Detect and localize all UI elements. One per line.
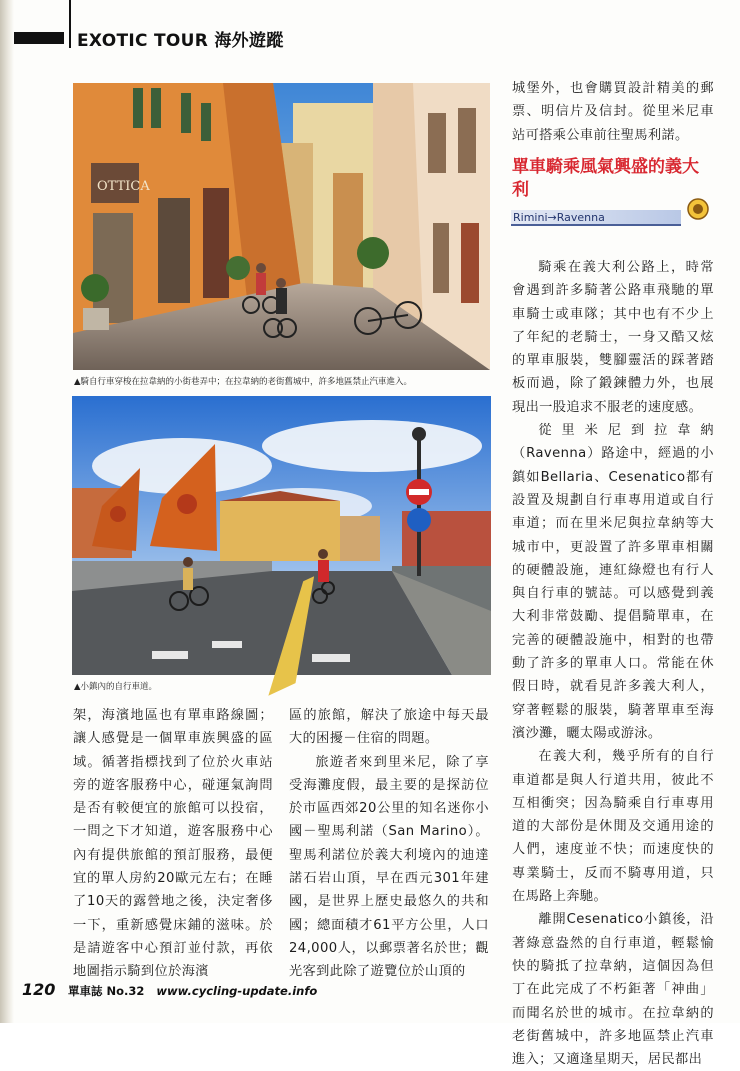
ottica-sign: OTTICA (97, 179, 150, 194)
paragraph: 架，海濱地區也有單車路線圖；讓人感覺是一個單車族興盛的區域。循著指標找到了位於火車站旁的遊客服務中心，碰運氣詢問是否有較便宜的旅館可以投宿，一問之下才知道，遊客服務中心內有提供旅館的預訂服務，最便宜的單人房約20歐元左右；在睡了10天的露營地之後，決定奢侈一下，重新感覺床鋪的滋味。於是請遊客中心預訂並付款，再依地圖指示騎到位於海濱 (73, 708, 273, 980)
magazine-website: www.cycling-update.info (156, 984, 318, 998)
magazine-footer (68, 983, 317, 999)
paragraph: 城堡外，也會購買設計精美的郵票、明信片及信封。從里米尼車站可搭乘公車前往聖馬利諾。 (512, 81, 714, 143)
paragraph: 離開Cesenatico小鎮後，沿著綠意盎然的自行車道，輕鬆愉快的騎抵了拉韋納，這個因為但丁在此完成了不朽鉅著「神曲」而聞名於世的城市。在拉韋納的老街舊城中，許多地區禁止汽車進入；又適逢星期天，居民都出 (512, 912, 714, 1068)
header-black-bar (14, 32, 64, 44)
route-label: Rimini→Ravenna (511, 210, 681, 226)
paragraph: 在義大利，幾乎所有的自行車道都是與人行道共用，彼此不互相衝突；因為騎乘自行車專用道的大部份是休閒及交通用途的人們，速度並不快；而速度快的專業騎士，反而不騎專用道，只在馬路上奔馳。 (512, 749, 714, 905)
paragraph: 騎乘在義大利公路上，時常會遇到許多騎著公路車飛馳的單車騎士或車隊；其中也有不少上了年紀的老騎士，一身又酷又炫的單車服裝，雙腳靈活的踩著踏板而過，除了鍛鍊體力外，也展現出一股追求不服老的速度感。 (512, 260, 714, 415)
paragraph: 從里米尼到拉韋納（Ravenna）路途中，經過的小鎮如Bellaria、Cesenatico都有設置及規劃自行車專用道或自行車道；而在里米尼與拉韋納等大城市中，更設置了許多單車相關的硬體設施，連紅綠燈也有行人與自行車的號誌。可以感覺到義大利非常鼓勵、提倡騎單車，在完善的硬體設施中，相對的也帶動了許多的單車人口。常能在休假日時，就看見許多義大利人，穿著輕鬆的服裝，騎著單車至海濱沙灘，曬太陽或游泳。 (512, 423, 714, 741)
header-vertical-rule (69, 0, 71, 48)
photo-ravenna-street (73, 83, 490, 370)
emblem-icon (687, 198, 709, 220)
section-heading: 單車騎乘風氣興盛的義大利 (512, 157, 699, 200)
right-column-top (512, 77, 714, 147)
magazine-name: 單車誌 No.32 (68, 984, 145, 998)
page-spine-shadow (0, 0, 14, 1023)
page-number: 120 (22, 980, 56, 999)
middle-column (289, 704, 489, 984)
paragraph: 區的旅館，解決了旅途中每天最大的困擾－住宿的問題。 (289, 708, 489, 747)
photo2-caption: ▲小鎮內的自行車道。 (74, 682, 158, 692)
left-column (73, 704, 273, 984)
paragraph: 旅遊者來到里米尼，除了享受海灘度假，最主要的是探訪位於市區西郊20公里的知名迷你小國－聖馬利諾（San Marino）。聖馬利諾位於義大利境內的迪達諾石岩山頂，早在西元301年建國，是世界上歷史最悠久的共和國；總面積才61平方公里，人口24,000人，以郵票著名於世；觀光客到此除了遊覽位於山頂的 (289, 754, 489, 980)
section-title: EXOTIC TOUR 海外遊蹤 (77, 31, 284, 51)
right-column-body (512, 256, 714, 1071)
photo-bike-lane (72, 396, 491, 675)
photo1-caption: ▲騎自行車穿梭在拉韋納的小街巷弄中；在拉韋納的老街舊城中，許多地區禁止汽車進入。 (74, 377, 413, 387)
